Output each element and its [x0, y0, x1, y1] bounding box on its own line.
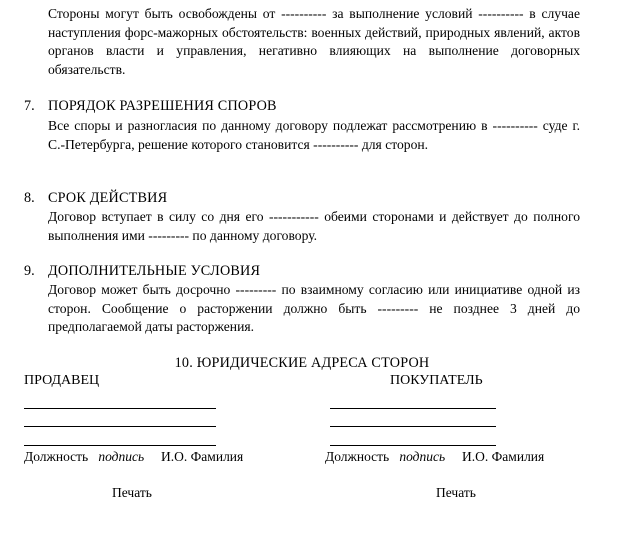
seller-blank-line-2	[24, 426, 216, 427]
buyer-position-label: Должность	[325, 449, 390, 464]
buyer-blank-line-3	[330, 445, 496, 446]
seller-stamp-label: Печать	[112, 485, 152, 500]
seller-signature-label: подпись	[98, 449, 145, 464]
section-7-title: ПОРЯДОК РАЗРЕШЕНИЯ СПОРОВ	[48, 98, 277, 114]
seller-label: ПРОДАВЕЦ	[24, 373, 100, 388]
section-8-text: Договор вступает в силу со дня его ----------- обеими сторонами и действует до полного выполнения ими --------- по данному договору.	[48, 209, 580, 243]
buyer-blank-line-1	[330, 408, 496, 409]
buyer-blank-line-2	[330, 426, 496, 427]
section-7-text: Все споры и разногласия по данному договору подлежат рассмотрению в ---------- суде г. С.-Петербурга, решение которого становится ---------- для сторон.	[48, 118, 580, 152]
seller-name-label: И.О. Фамилия	[161, 449, 244, 464]
force-majeure-paragraph: Стороны могут быть освобождены от ---------- за выполнение условий ---------- в случае наступления форс-мажорных обстоятельств: военных действий, природных явлений, актов органов власти и управления, негативно влияющих на выполнение договорных обязательств.	[48, 6, 580, 77]
seller-blank-line-1	[24, 408, 216, 409]
buyer-label: ПОКУПАТЕЛЬ	[390, 373, 483, 388]
section-7-number: 7.	[24, 98, 35, 114]
buyer-stamp-label: Печать	[436, 485, 476, 500]
section-9-text: Договор может быть досрочно --------- по взаимному согласию или инициативе одной из сторон. Сообщение о расторжении должно быть --------- не позднее 3 дней до предполагаемой даты расторжения.	[48, 282, 580, 334]
section-9-number: 9.	[24, 263, 35, 279]
buyer-signature-row	[325, 448, 544, 466]
legal-addresses-title: 10. ЮРИДИЧЕСКИЕ АДРЕСА СТОРОН	[174, 355, 430, 371]
section-8-title: СРОК ДЕЙСТВИЯ	[48, 190, 168, 206]
buyer-signature-label: подпись	[399, 449, 446, 464]
section-7-heading	[24, 97, 277, 115]
section-9-title: ДОПОЛНИТЕЛЬНЫЕ УСЛОВИЯ	[48, 263, 261, 279]
section-8-number: 8.	[24, 190, 35, 206]
seller-blank-line-3	[24, 445, 216, 446]
section-8-heading	[24, 189, 167, 207]
section-9-heading	[24, 262, 260, 280]
seller-position-label: Должность	[24, 449, 89, 464]
seller-signature-row	[24, 448, 243, 466]
buyer-name-label: И.О. Фамилия	[462, 449, 545, 464]
